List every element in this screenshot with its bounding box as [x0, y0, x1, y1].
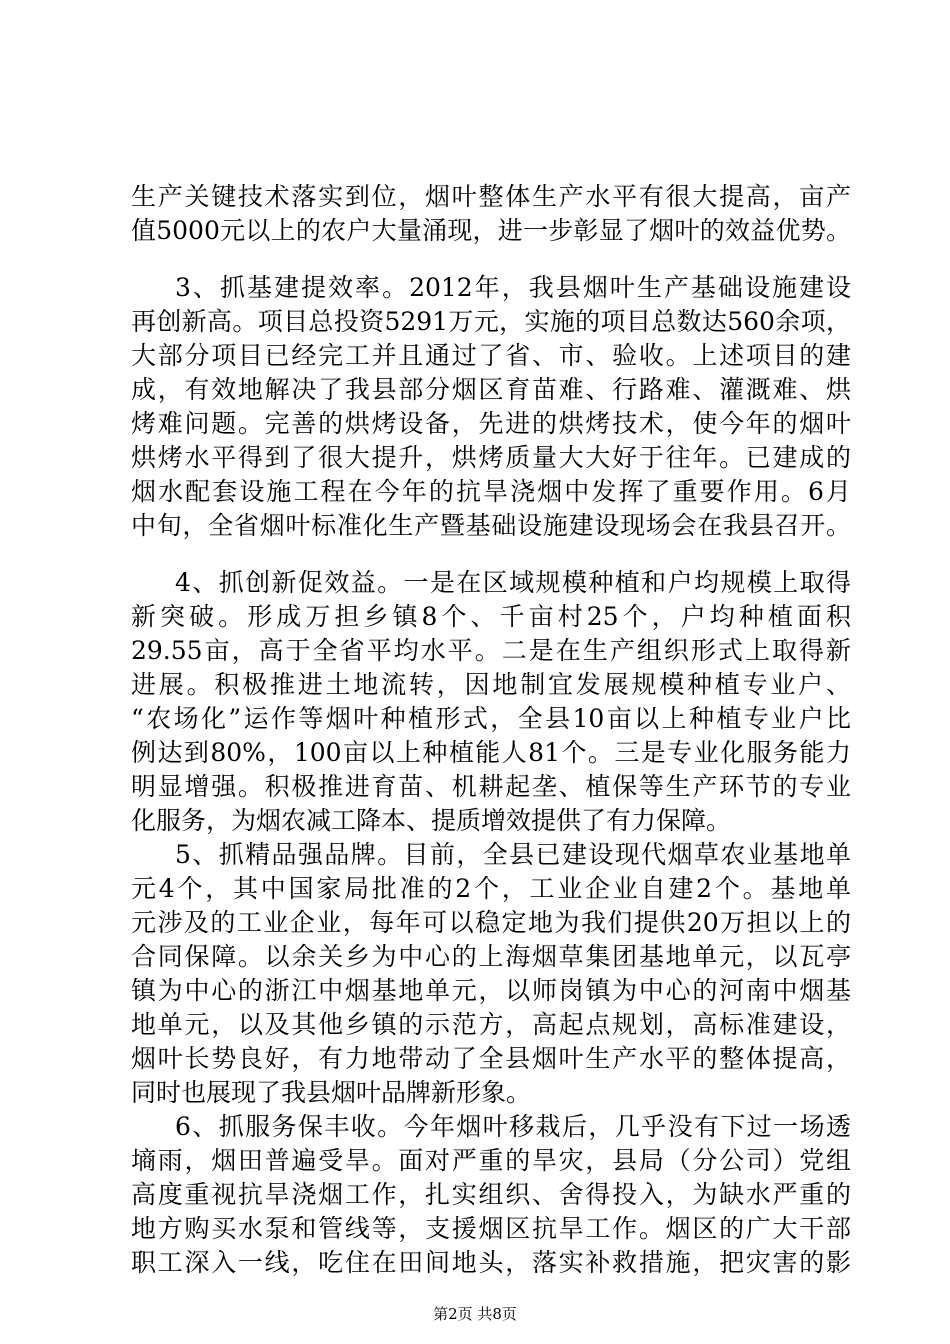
text-line: 中旬，全省烟叶标准化生产暨基础设施建设现场会在我县召开。 [131, 511, 851, 540]
text-line: 烟叶长势良好，有力地带动了全县烟叶生产水平的整体提高， [131, 1044, 851, 1073]
text-line: 化服务，为烟农减工降本、提质增效提供了有力保障。 [131, 806, 732, 835]
text-line: 同时也展现了我县烟叶品牌新形象。 [131, 1078, 532, 1107]
text-line: 烟水配套设施工程在今年的抗旱浇烟中发挥了重要作用。6月 [131, 477, 851, 506]
text-line: 5、抓精品强品牌。目前，全县已建设现代烟草农业基地单 [175, 840, 851, 869]
text-line: 新突破。形成万担乡镇8个、千亩村25个，户均种植面积 [131, 602, 851, 631]
text-line: 元涉及的工业企业，每年可以稳定地为我们提供20万担以上的 [131, 908, 851, 937]
text-line: 烤难问题。完善的烘烤设备，先进的烘烤技术，使今年的烟叶 [131, 409, 851, 438]
text-line: 进展。积极推进土地流转，因地制宜发展规模种植专业户、 [131, 670, 851, 699]
text-line: 职工深入一线，吃住在田间地头，落实补救措施，把灾害的影 [131, 1248, 851, 1277]
text-line: 烘烤水平得到了很大提升，烘烤质量大大好于往年。已建成的 [131, 443, 851, 472]
text-line: 元4个，其中国家局批准的2个，工业企业自建2个。基地单 [131, 874, 851, 903]
text-line: 成，有效地解决了我县部分烟区育苗难、行路难、灌溉难、烘 [131, 375, 851, 404]
text-line: “农场化”运作等烟叶种植形式，全县10亩以上种植专业户比 [131, 704, 851, 733]
text-line: 29.55亩，高于全省平均水平。二是在生产组织形式上取得新 [131, 636, 851, 665]
text-line: 合同保障。以余关乡为中心的上海烟草集团基地单元，以瓦亭 [131, 942, 851, 971]
text-line: 明显增强。积极推进育苗、机耕起垄、植保等生产环节的专业 [131, 772, 851, 801]
text-line: 墒雨，烟田普遍受旱。面对严重的旱灾，县局（分公司）党组 [131, 1146, 851, 1175]
text-line: 高度重视抗旱浇烟工作，扎实组织、舍得投入，为缺水严重的 [131, 1180, 851, 1209]
text-line: 4、抓创新促效益。一是在区域规模种植和户均规模上取得 [175, 568, 851, 597]
text-line: 地单元，以及其他乡镇的示范方，高起点规划，高标准建设， [131, 1010, 851, 1039]
text-line: 生产关键技术落实到位，烟叶整体生产水平有很大提高，亩产 [131, 182, 851, 211]
text-line: 例达到80%，100亩以上种植能人81个。三是专业化服务能力 [131, 738, 851, 767]
text-line: 大部分项目已经完工并且通过了省、市、验收。上述项目的建 [131, 341, 851, 370]
text-line: 镇为中心的浙江中烟基地单元，以师岗镇为中心的河南中烟基 [131, 976, 851, 1005]
text-line: 6、抓服务保丰收。今年烟叶移栽后，几乎没有下过一场透 [175, 1112, 851, 1141]
text-line: 3、抓基建提效率。2012年，我县烟叶生产基础设施建设 [175, 273, 851, 302]
page-footer: 第2页 共8页 [433, 1305, 517, 1323]
text-line: 值5000元以上的农户大量涌现，进一步彰显了烟叶的效益优势。 [131, 216, 851, 245]
text-line: 再创新高。项目总投资5291万元，实施的项目总数达560余项， [131, 307, 851, 336]
text-line: 地方购买水泵和管线等，支援烟区抗旱工作。烟区的广大干部 [131, 1214, 851, 1243]
